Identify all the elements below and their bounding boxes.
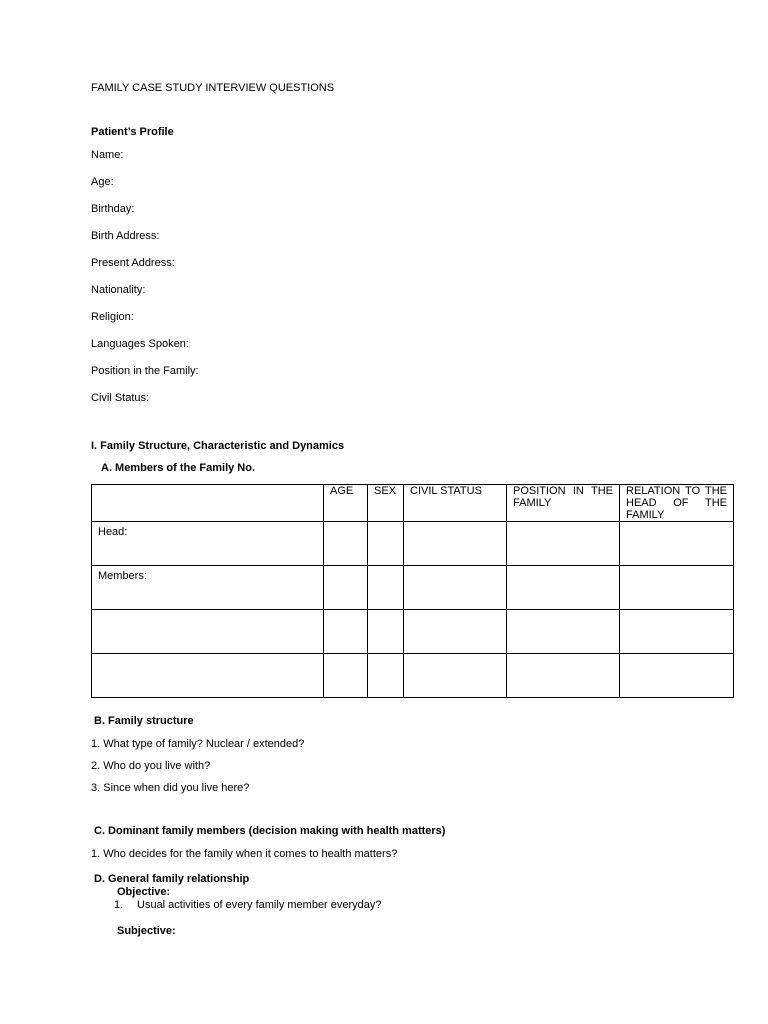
table-cell xyxy=(368,610,404,654)
table-cell xyxy=(404,654,507,698)
field-present-address-label: Present Address: xyxy=(91,257,175,269)
table-cell xyxy=(620,566,734,610)
table-cell xyxy=(620,522,734,566)
table-cell xyxy=(324,566,368,610)
table-cell xyxy=(620,654,734,698)
table-header-cell: SEX xyxy=(368,485,404,522)
table-cell xyxy=(92,610,324,654)
section-c-heading: C. Dominant family members (decision making with health matters) xyxy=(94,825,446,837)
table-cell xyxy=(507,610,620,654)
field-languages-label: Languages Spoken: xyxy=(91,338,189,350)
table-row xyxy=(92,566,734,610)
table-cell xyxy=(324,654,368,698)
field-nationality-label: Nationality: xyxy=(91,284,146,296)
table-cell xyxy=(507,654,620,698)
section-1-heading: I. Family Structure, Characteristic and Dynamics xyxy=(91,440,345,452)
table-cell xyxy=(324,610,368,654)
table-cell xyxy=(507,566,620,610)
objective-label: Objective: xyxy=(117,886,171,898)
table-row xyxy=(92,654,734,698)
table-header-cell xyxy=(92,485,324,522)
table-header-cell: POSITION IN THE FAMILY xyxy=(507,485,620,522)
table-row xyxy=(92,522,734,566)
subjective-label: Subjective: xyxy=(117,925,176,937)
field-religion-label: Religion: xyxy=(91,311,134,323)
field-age-label: Age: xyxy=(91,176,114,188)
table-cell xyxy=(620,610,734,654)
table-cell xyxy=(507,522,620,566)
table-cell xyxy=(368,566,404,610)
field-name-label: Name: xyxy=(91,149,124,161)
section-d-heading: D. General family relationship xyxy=(94,873,250,885)
question-b3: 3. Since when did you live here? xyxy=(91,782,250,794)
table-cell xyxy=(404,522,507,566)
page-title: FAMILY CASE STUDY INTERVIEW QUESTIONS xyxy=(91,82,335,94)
question-b2: 2. Who do you live with? xyxy=(91,760,211,772)
field-birth-address-label: Birth Address: xyxy=(91,230,160,242)
table-header-cell: CIVIL STATUS xyxy=(404,485,507,522)
objective-question: Usual activities of every family member everyday? xyxy=(137,899,382,911)
table-header-cell: RELATION TO THE HEAD OF THE FAMILY xyxy=(620,485,734,522)
table-cell xyxy=(324,522,368,566)
table-row xyxy=(92,610,734,654)
objective-number: 1. xyxy=(114,899,124,911)
question-c1: 1. Who decides for the family when it comes to health matters? xyxy=(91,848,398,860)
table-cell: Head: xyxy=(92,522,324,566)
table-cell: Members: xyxy=(92,566,324,610)
table-cell xyxy=(404,566,507,610)
family-members-table xyxy=(91,484,734,698)
table-cell xyxy=(368,522,404,566)
field-civil-status-label: Civil Status: xyxy=(91,392,150,404)
question-b1: 1. What type of family? Nuclear / extended? xyxy=(91,738,305,750)
profile-heading: Patient’s Profile xyxy=(91,126,174,138)
table-header-cell: AGE xyxy=(324,485,368,522)
field-position-label: Position in the Family: xyxy=(91,365,199,377)
table-cell xyxy=(404,610,507,654)
table-header-row xyxy=(92,485,734,522)
table-cell xyxy=(368,654,404,698)
field-birthday-label: Birthday: xyxy=(91,203,135,215)
table-cell xyxy=(92,654,324,698)
section-b-heading: B. Family structure xyxy=(94,715,194,727)
section-a-heading: A. Members of the Family No. xyxy=(101,462,256,474)
